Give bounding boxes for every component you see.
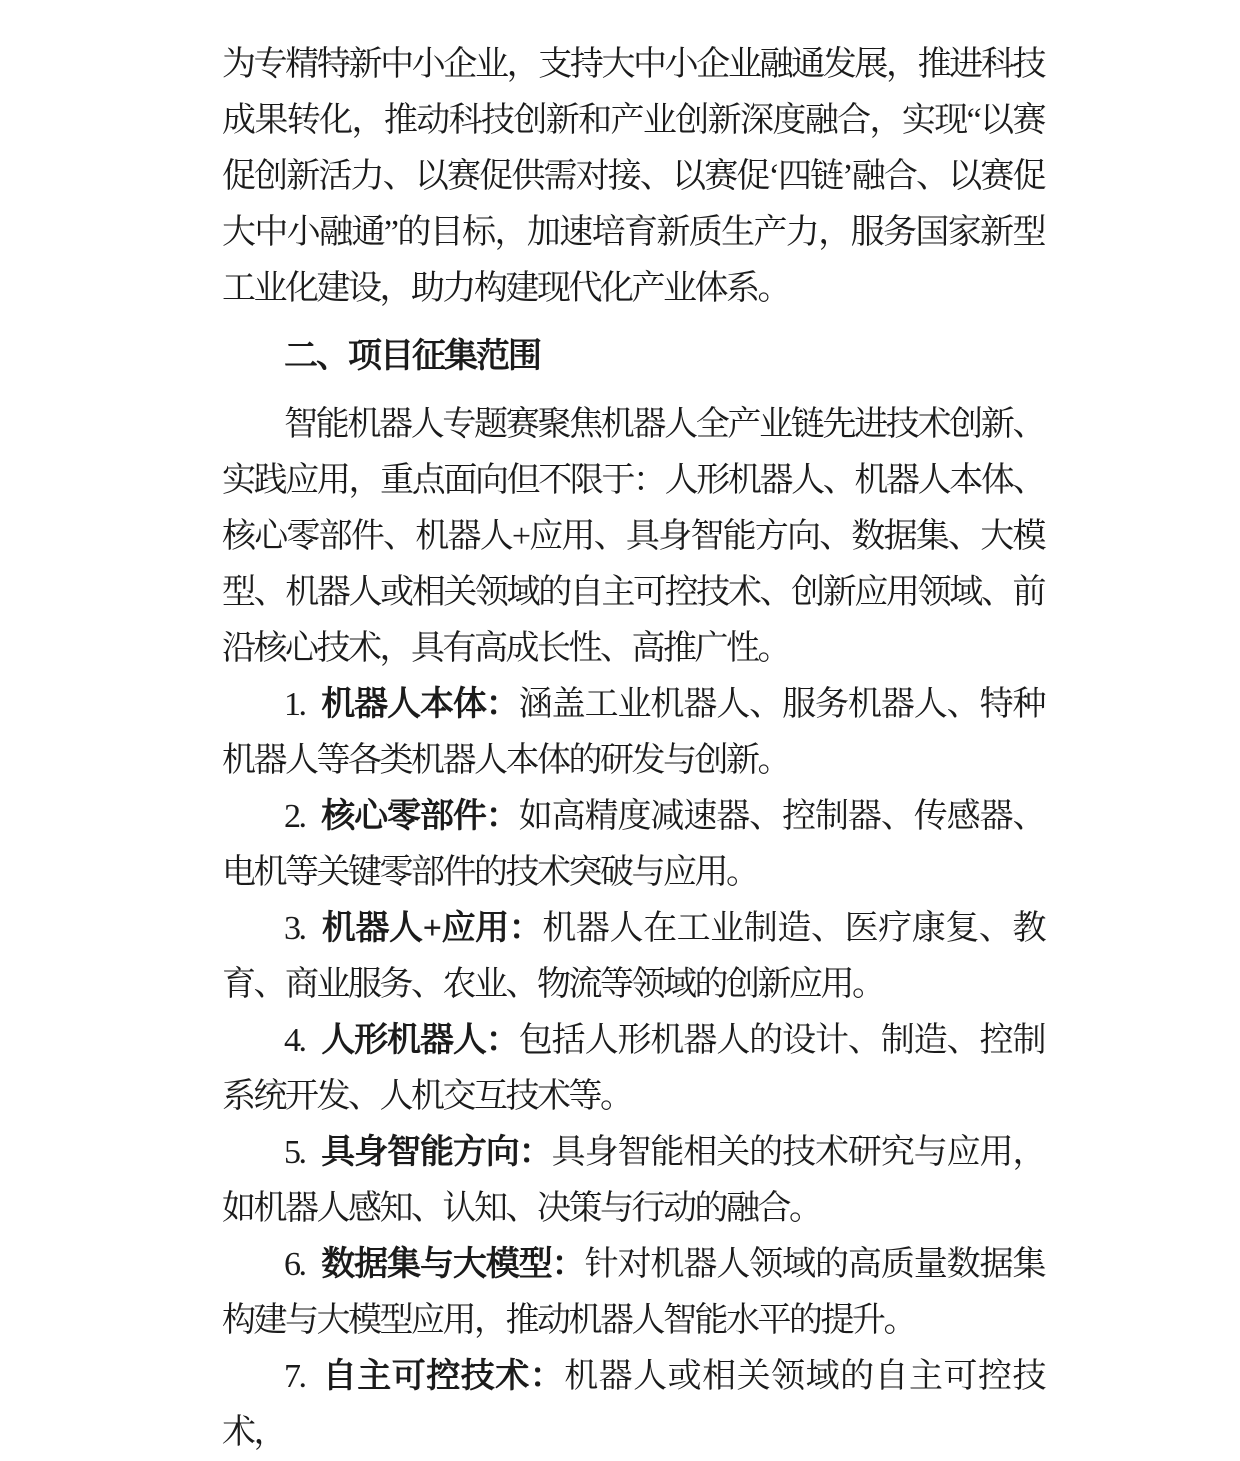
item-label: 具身智能方向： — [319, 1134, 552, 1171]
item-number: 4. — [284, 1022, 305, 1059]
list-item — [222, 1349, 1044, 1461]
item-number: 2. — [284, 798, 305, 835]
item-label: 机器人+应用： — [319, 910, 543, 947]
item-description: 机器人在工业制造、医疗康复、教育、商业服务、农业、物流等领域的创新应用。 — [222, 910, 1045, 1003]
item-label: 人形机器人： — [319, 1022, 519, 1059]
item-number: 7. — [284, 1358, 305, 1395]
intro-paragraph: 为专精特新中小企业，支持大中小企业融通发展，推进科技成果转化，推动科技创新和产业创新深度融合，实现“以赛促创新活力、以赛促供需对接、以赛促‘四链’融合、以赛促大中小融通”的目标，加速培育新质生产力，服务国家新型工业化建设，助力构建现代化产业体系。 — [222, 46, 1044, 307]
item-description: 针对机器人领域的高质量数据集构建与大模型应用，推动机器人智能水平的提升。 — [222, 1246, 1044, 1339]
item-number: 5. — [284, 1134, 305, 1171]
item-number: 3. — [284, 910, 305, 947]
item-description: 具身智能相关的技术研究与应用，如机器人感知、认知、决策与行动的融合。 — [222, 1134, 1045, 1227]
list-item — [222, 901, 1044, 1013]
item-label: 核心零部件： — [319, 798, 519, 835]
item-description: 涵盖工业机器人、服务机器人、特种机器人等各类机器人本体的研发与创新。 — [222, 686, 1045, 779]
list-item — [222, 1125, 1044, 1237]
list-item — [222, 677, 1044, 789]
section-heading: 二、项目征集范围 — [284, 338, 540, 375]
list-item — [222, 1013, 1044, 1125]
item-description: 包括人形机器人的设计、制造、控制系统开发、人机交互技术等。 — [222, 1022, 1045, 1115]
item-description: 如高精度减速器、控制器、传感器、电机等关键零部件的技术突破与应用。 — [222, 798, 1045, 891]
scope-paragraph: 智能机器人专题赛聚焦机器人全产业链先进技术创新、实践应用，重点面向但不限于：人形机器人、机器人本体、核心零部件、机器人+应用、具身智能方向、数据集、大模型、机器人或相关领域的自主可控技术、创新应用领域、前沿核心技术，具有高成长性、高推广性。 — [222, 406, 1044, 667]
item-number: 6. — [284, 1246, 305, 1283]
list-item — [222, 789, 1044, 901]
numbered-item-list — [222, 677, 1044, 1461]
item-number: 1. — [284, 686, 305, 723]
item-label: 数据集与大模型： — [319, 1246, 585, 1283]
item-description: 机器人或相关领域的自主可控技术， — [222, 1358, 1045, 1451]
list-item — [222, 1237, 1044, 1349]
item-label: 机器人本体： — [319, 686, 519, 723]
item-label: 自主可控技术： — [319, 1358, 565, 1395]
